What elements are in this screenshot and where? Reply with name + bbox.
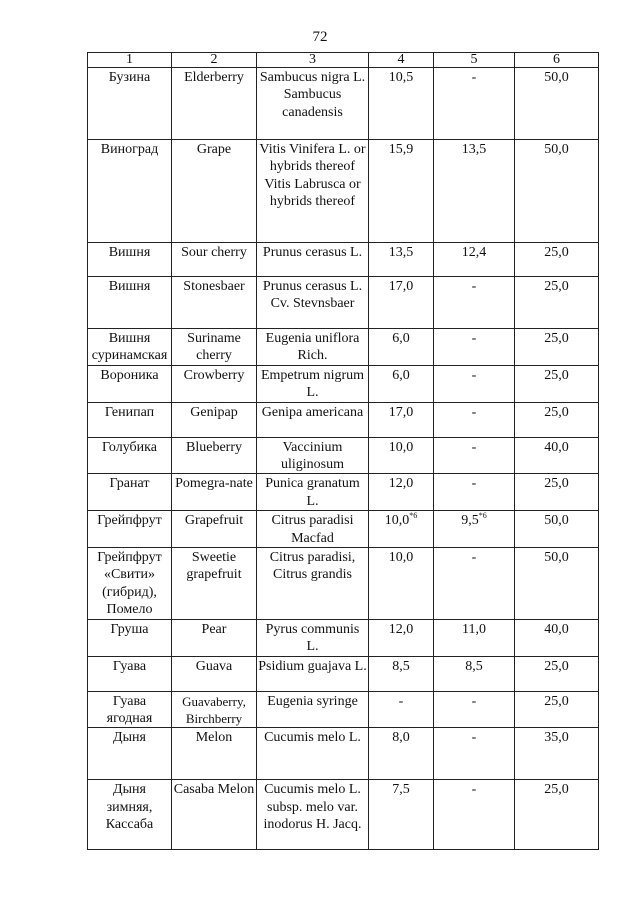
cell-col6: 25,0 xyxy=(515,402,599,437)
cell-col5: 12,4 xyxy=(434,243,515,277)
cell-col4: 6,0 xyxy=(369,365,434,402)
value: 9,5 xyxy=(461,513,479,529)
column-header: 2 xyxy=(172,53,257,68)
cell-english-name: Melon xyxy=(172,728,257,780)
cell-col4: 15,9 xyxy=(369,140,434,243)
table-row xyxy=(88,619,599,656)
cell-col6: 25,0 xyxy=(515,691,599,728)
cell-col4 xyxy=(369,511,434,548)
column-header: 4 xyxy=(369,53,434,68)
cell-col5: - xyxy=(434,365,515,402)
column-header: 5 xyxy=(434,53,515,68)
cell-english-name: Sweetie grapefruit xyxy=(172,548,257,620)
cell-latin-name: Pyrus communis L. xyxy=(257,619,369,656)
cell-latin-name: Cucumis melo L. xyxy=(257,728,369,780)
cell-col6: 40,0 xyxy=(515,437,599,474)
cell-col4: 10,0 xyxy=(369,437,434,474)
cell-col6: 25,0 xyxy=(515,656,599,691)
cell-english-name: Elderberry xyxy=(172,68,257,140)
cell-latin-name: Citrus paradisi Macfad xyxy=(257,511,369,548)
cell-col5: - xyxy=(434,728,515,780)
table-row xyxy=(88,691,599,728)
table-row xyxy=(88,511,599,548)
value: 10,0 xyxy=(384,513,410,529)
cell-col4: 17,0 xyxy=(369,402,434,437)
cell-latin-name: Genipa americana xyxy=(257,402,369,437)
cell-latin-name: Empetrum nigrum L. xyxy=(257,365,369,402)
footnote-mark: *6 xyxy=(478,511,487,521)
cell-english-name: Guavaberry, Birchberry xyxy=(172,691,257,728)
cell-english-name: Blueberry xyxy=(172,437,257,474)
cell-russian-name: Вишня xyxy=(88,243,172,277)
cell-latin-name: Eugenia uniflora Rich. xyxy=(257,329,369,366)
cell-col5: - xyxy=(434,68,515,140)
cell-latin-name: Vitis Vinifera L. or hybrids thereof Vitis Labrusca or hybrids thereof xyxy=(257,140,369,243)
cell-col6: 50,0 xyxy=(515,548,599,620)
table-row xyxy=(88,243,599,277)
cell-col6: 50,0 xyxy=(515,140,599,243)
cell-col5 xyxy=(434,511,515,548)
cell-english-name: Casaba Melon xyxy=(172,780,257,850)
table-row xyxy=(88,68,599,140)
cell-english-name: Suriname cherry xyxy=(172,329,257,366)
cell-col6: 25,0 xyxy=(515,329,599,366)
cell-col5: - xyxy=(434,691,515,728)
cell-latin-name: Vaccinium uliginosum xyxy=(257,437,369,474)
table-row xyxy=(88,402,599,437)
cell-col4: 7,5 xyxy=(369,780,434,850)
cell-english-name: Grape xyxy=(172,140,257,243)
cell-col6: 50,0 xyxy=(515,511,599,548)
cell-col5: 11,0 xyxy=(434,619,515,656)
cell-latin-name: Cucumis melo L. subsp. melo var. inodorus H. Jacq. xyxy=(257,780,369,850)
cell-col6: 25,0 xyxy=(515,780,599,850)
page-number: 72 xyxy=(312,29,328,45)
cell-col6: 25,0 xyxy=(515,277,599,329)
cell-col5: 13,5 xyxy=(434,140,515,243)
cell-english-name: Genipap xyxy=(172,402,257,437)
cell-col6: 25,0 xyxy=(515,243,599,277)
cell-english-name: Pomegra-nate xyxy=(172,474,257,511)
cell-russian-name: Голубика xyxy=(88,437,172,474)
cell-russian-name: Грейпфрут «Свити» (гибрид), Помело xyxy=(88,548,172,620)
cell-russian-name: Гуава xyxy=(88,656,172,691)
cell-col4: 12,0 xyxy=(369,619,434,656)
table-row xyxy=(88,728,599,780)
cell-col5: 8,5 xyxy=(434,656,515,691)
column-header: 6 xyxy=(515,53,599,68)
cell-russian-name: Вороника xyxy=(88,365,172,402)
cell-english-name: Pear xyxy=(172,619,257,656)
cell-col5: - xyxy=(434,329,515,366)
table-row xyxy=(88,656,599,691)
cell-english-name: Grapefruit xyxy=(172,511,257,548)
column-header: 1 xyxy=(88,53,172,68)
cell-col6: 25,0 xyxy=(515,365,599,402)
cell-latin-name: Prunus cerasus L. xyxy=(257,243,369,277)
cell-latin-name: Eugenia syringe xyxy=(257,691,369,728)
cell-russian-name: Гуава ягодная xyxy=(88,691,172,728)
cell-latin-name: Citrus paradisi, Citrus grandis xyxy=(257,548,369,620)
cell-latin-name: Psidium guajava L. xyxy=(257,656,369,691)
cell-col5: - xyxy=(434,277,515,329)
cell-col5: - xyxy=(434,437,515,474)
cell-col4: 10,5 xyxy=(369,68,434,140)
cell-col6: 35,0 xyxy=(515,728,599,780)
cell-col4: 6,0 xyxy=(369,329,434,366)
cell-russian-name: Дыня зимняя, Кассаба xyxy=(88,780,172,850)
cell-col4: 17,0 xyxy=(369,277,434,329)
cell-russian-name: Гранат xyxy=(88,474,172,511)
cell-russian-name: Дыня xyxy=(88,728,172,780)
cell-russian-name: Генипап xyxy=(88,402,172,437)
cell-col4: 10,0 xyxy=(369,548,434,620)
table-row xyxy=(88,329,599,366)
cell-latin-name: Punica granatum L. xyxy=(257,474,369,511)
cell-russian-name: Вишня xyxy=(88,277,172,329)
cell-col6: 40,0 xyxy=(515,619,599,656)
table-row xyxy=(88,548,599,620)
cell-russian-name: Грейпфрут xyxy=(88,511,172,548)
cell-russian-name: Бузина xyxy=(88,68,172,140)
cell-col5: - xyxy=(434,780,515,850)
table-row xyxy=(88,474,599,511)
table-header-row xyxy=(88,53,599,68)
table-row xyxy=(88,140,599,243)
cell-col6: 50,0 xyxy=(515,68,599,140)
table-row xyxy=(88,277,599,329)
cell-col6: 25,0 xyxy=(515,474,599,511)
table-row xyxy=(88,365,599,402)
cell-col5: - xyxy=(434,402,515,437)
table-row xyxy=(88,437,599,474)
cell-col4: 13,5 xyxy=(369,243,434,277)
cell-russian-name: Вишня суринамская xyxy=(88,329,172,366)
cell-english-name: Crowberry xyxy=(172,365,257,402)
cell-col4: - xyxy=(369,691,434,728)
cell-latin-name: Sambucus nigra L. Sambucus canadensis xyxy=(257,68,369,140)
column-header: 3 xyxy=(257,53,369,68)
table-row xyxy=(88,780,599,850)
cell-col4: 12,0 xyxy=(369,474,434,511)
fruit-juice-table xyxy=(87,52,599,850)
cell-latin-name: Prunus cerasus L. Cv. Stevnsbaer xyxy=(257,277,369,329)
cell-col5: - xyxy=(434,548,515,620)
cell-english-name: Sour cherry xyxy=(172,243,257,277)
cell-col5: - xyxy=(434,474,515,511)
cell-english-name: Guava xyxy=(172,656,257,691)
cell-col4: 8,0 xyxy=(369,728,434,780)
cell-russian-name: Груша xyxy=(88,619,172,656)
footnote-mark: *6 xyxy=(409,511,418,521)
cell-russian-name: Виноград xyxy=(88,140,172,243)
cell-col4: 8,5 xyxy=(369,656,434,691)
cell-english-name: Stonesbaer xyxy=(172,277,257,329)
